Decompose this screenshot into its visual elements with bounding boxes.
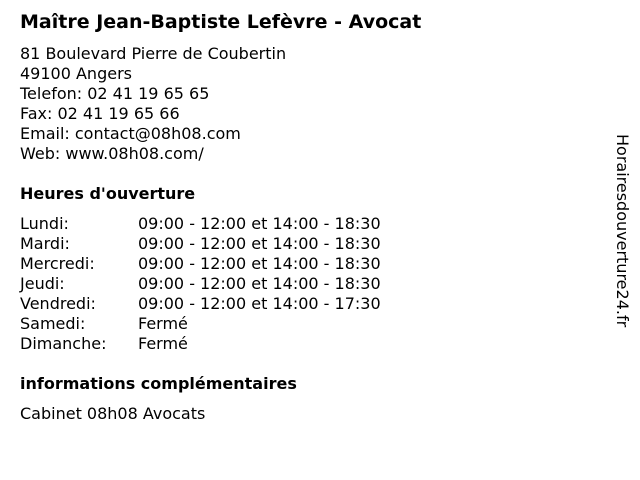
hours-time: 09:00 - 12:00 et 14:00 - 17:30 (138, 294, 381, 313)
phone-line: Telefon: 02 41 19 65 65 (20, 84, 210, 103)
hours-time: 09:00 - 12:00 et 14:00 - 18:30 (138, 234, 381, 253)
hours-day: Lundi: (20, 214, 69, 233)
address-line-street: 81 Boulevard Pierre de Coubertin (20, 44, 287, 63)
extra-info-heading: informations complémentaires (20, 374, 297, 393)
web-line: Web: www.08h08.com/ (20, 144, 204, 163)
email-line: Email: contact@08h08.com (20, 124, 241, 143)
page-title: Maître Jean-Baptiste Lefèvre - Avocat (20, 11, 422, 33)
address-line-city: 49100 Angers (20, 64, 132, 83)
hours-time: 09:00 - 12:00 et 14:00 - 18:30 (138, 214, 381, 233)
hours-day: Samedi: (20, 314, 86, 333)
hours-time: Fermé (138, 334, 188, 353)
contact-block (20, 44, 286, 164)
hours-time: Fermé (138, 314, 188, 333)
hours-heading: Heures d'ouverture (20, 184, 196, 203)
extra-info-text: Cabinet 08h08 Avocats (20, 404, 206, 423)
hours-day: Dimanche: (20, 334, 107, 353)
hours-time: 09:00 - 12:00 et 14:00 - 18:30 (138, 274, 381, 293)
hours-day: Jeudi: (20, 274, 65, 293)
hours-time: 09:00 - 12:00 et 14:00 - 18:30 (138, 254, 381, 273)
site-watermark-text: Horairesdouverture24.fr (613, 134, 632, 328)
hours-day: Mercredi: (20, 254, 95, 273)
hours-day: Vendredi: (20, 294, 96, 313)
hours-day: Mardi: (20, 234, 70, 253)
fax-line: Fax: 02 41 19 65 66 (20, 104, 180, 123)
